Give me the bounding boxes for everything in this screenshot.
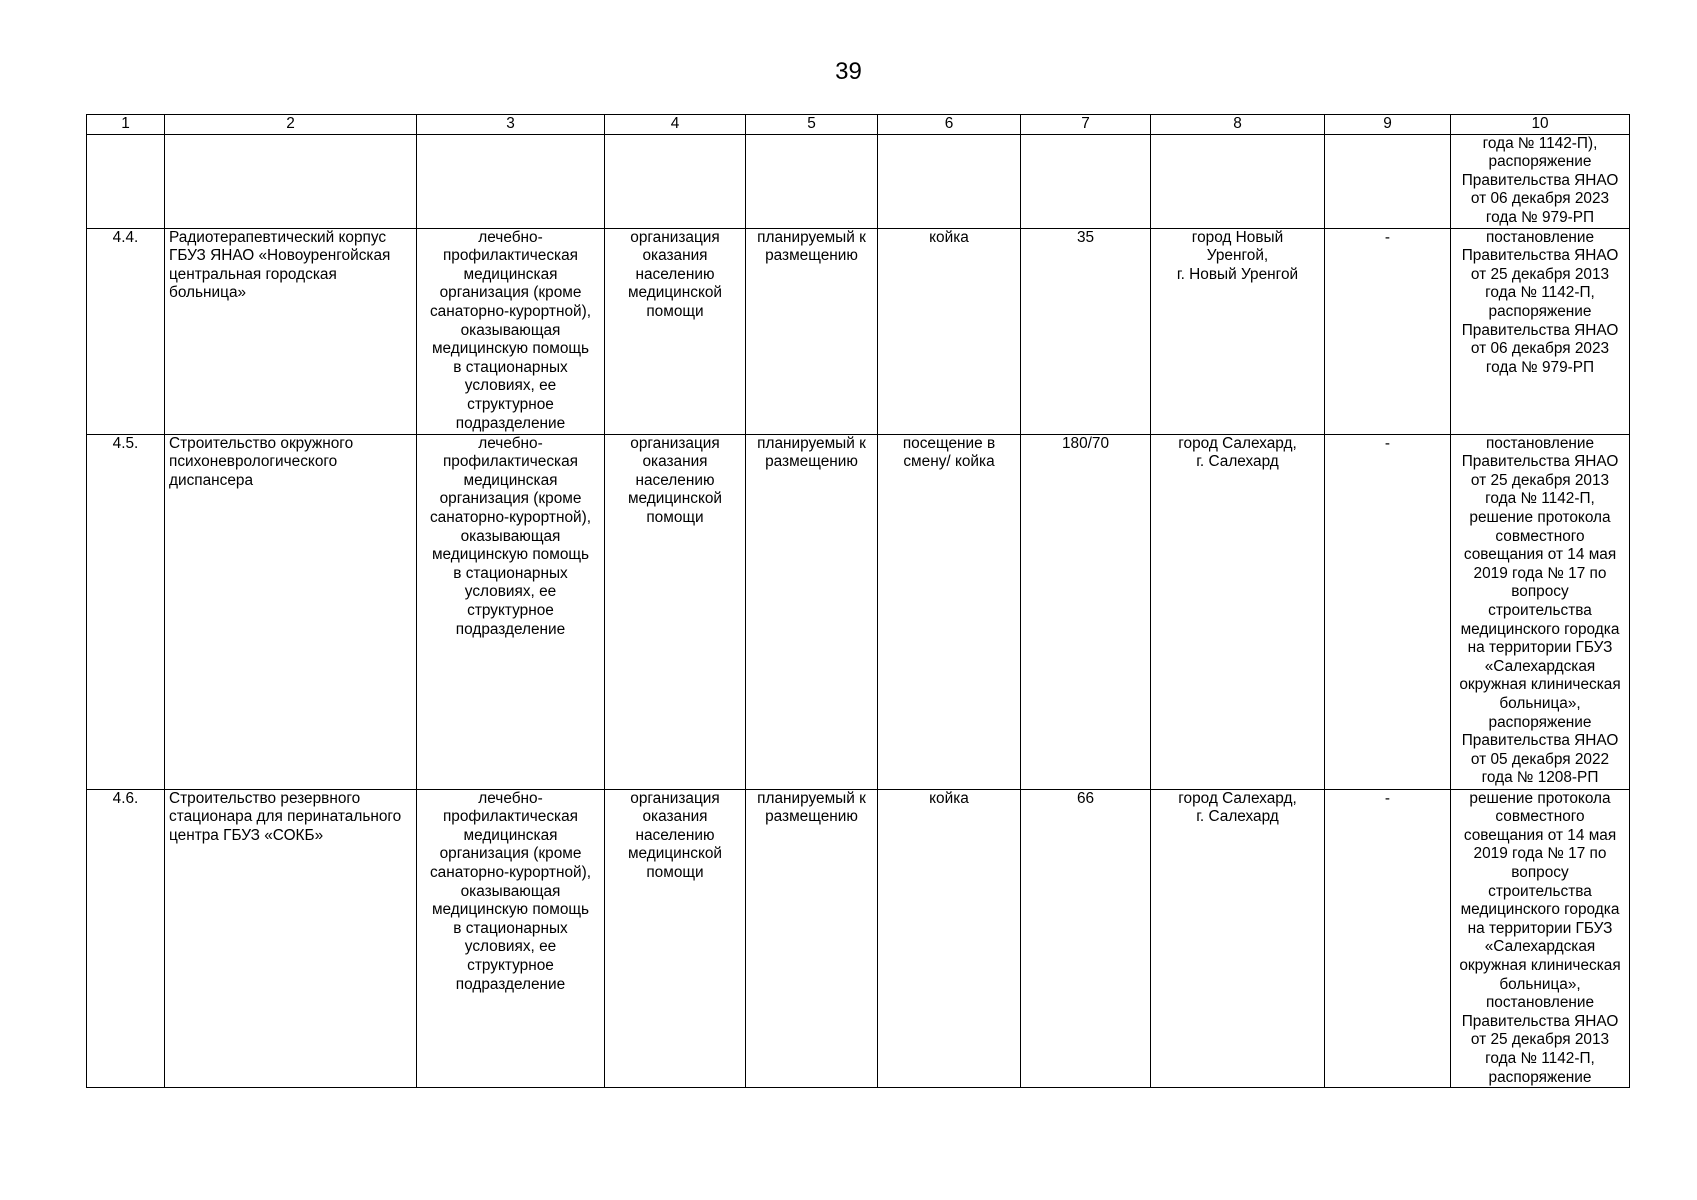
table-row xyxy=(87,228,1630,434)
cell-basis: года № 1142-П), распоряжение Правительства ЯНАО от 06 декабря 2023 года № 979-РП xyxy=(1451,134,1630,228)
cell-object-type: лечебно- профилактическая медицинская организация (кроме санаторно-курортной), оказывающая медицинскую помощь в стационарных условиях, ее структурное подразделение xyxy=(417,434,605,789)
cell-basis: решение протокола совместного совещания от 14 мая 2019 года № 17 по вопросу строительства медицинского городка на территории ГБУЗ «Салехардская окружная клиническая больница», постановление Правительства ЯНАО от 25 декабря 2013 года № 1142-П, распоряжение xyxy=(1451,789,1630,1088)
cell-zone: - xyxy=(1325,789,1451,1088)
cell-zone: - xyxy=(1325,434,1451,789)
cell-unit: посещение в смену/ койка xyxy=(878,434,1021,789)
cell-location: город Салехард, г. Салехард xyxy=(1151,789,1325,1088)
column-number-header: 6 xyxy=(878,115,1021,135)
column-number-header: 2 xyxy=(165,115,417,135)
cell-object-type xyxy=(417,134,605,228)
cell-status: планируемый к размещению xyxy=(746,789,878,1088)
cell-value xyxy=(1021,134,1151,228)
page-number: 39 xyxy=(835,58,862,85)
column-number-header: 10 xyxy=(1451,115,1630,135)
table-header-row xyxy=(87,115,1630,135)
cell-number: 4.6. xyxy=(87,789,165,1088)
cell-zone xyxy=(1325,134,1451,228)
column-number-header: 3 xyxy=(417,115,605,135)
cell-basis: постановление Правительства ЯНАО от 25 декабря 2013 года № 1142-П, решение протокола совместного совещания от 14 мая 2019 года № 17 по вопросу строительства медицинского городка на территории ГБУЗ «Салехардская окружная клиническая больница», распоряжение Правительства ЯНАО от 05 декабря 2022 года № 1208-РП xyxy=(1451,434,1630,789)
cell-object-name: Радиотерапевтический корпус ГБУЗ ЯНАО «Новоуренгойская центральная городская больница» xyxy=(165,228,417,434)
cell-zone: - xyxy=(1325,228,1451,434)
column-number-header: 7 xyxy=(1021,115,1151,135)
cell-status: планируемый к размещению xyxy=(746,434,878,789)
cell-unit: койка xyxy=(878,789,1021,1088)
cell-object-name: Строительство окружного психоневрологического диспансера xyxy=(165,434,417,789)
column-number-header: 9 xyxy=(1325,115,1451,135)
column-number-header: 8 xyxy=(1151,115,1325,135)
cell-value: 66 xyxy=(1021,789,1151,1088)
cell-purpose: организация оказания населению медицинской помощи xyxy=(605,434,746,789)
cell-status: планируемый к размещению xyxy=(746,228,878,434)
cell-value: 180/70 xyxy=(1021,434,1151,789)
cell-location: город Салехард, г. Салехард xyxy=(1151,434,1325,789)
cell-number: 4.4. xyxy=(87,228,165,434)
cell-value: 35 xyxy=(1021,228,1151,434)
cell-object-type: лечебно- профилактическая медицинская организация (кроме санаторно-курортной), оказывающая медицинскую помощь в стационарных условиях, ее структурное подразделение xyxy=(417,228,605,434)
cell-purpose: организация оказания населению медицинской помощи xyxy=(605,228,746,434)
table-row xyxy=(87,789,1630,1088)
cell-basis: постановление Правительства ЯНАО от 25 декабря 2013 года № 1142-П, распоряжение Правительства ЯНАО от 06 декабря 2023 года № 979-РП xyxy=(1451,228,1630,434)
cell-object-name: Строительство резервного стационара для перинатального центра ГБУЗ «СОКБ» xyxy=(165,789,417,1088)
cell-number: 4.5. xyxy=(87,434,165,789)
cell-object-type: лечебно- профилактическая медицинская организация (кроме санаторно-курортной), оказывающая медицинскую помощь в стационарных условиях, ее структурное подразделение xyxy=(417,789,605,1088)
cell-purpose: организация оказания населению медицинской помощи xyxy=(605,789,746,1088)
table-row xyxy=(87,134,1630,228)
cell-unit xyxy=(878,134,1021,228)
cell-unit: койка xyxy=(878,228,1021,434)
column-number-header: 5 xyxy=(746,115,878,135)
column-number-header: 4 xyxy=(605,115,746,135)
table-row xyxy=(87,434,1630,789)
cell-status xyxy=(746,134,878,228)
objects-table xyxy=(86,114,1630,1088)
cell-number xyxy=(87,134,165,228)
cell-object-name xyxy=(165,134,417,228)
cell-location xyxy=(1151,134,1325,228)
cell-purpose xyxy=(605,134,746,228)
cell-location: город Новый Уренгой, г. Новый Уренгой xyxy=(1151,228,1325,434)
column-number-header: 1 xyxy=(87,115,165,135)
